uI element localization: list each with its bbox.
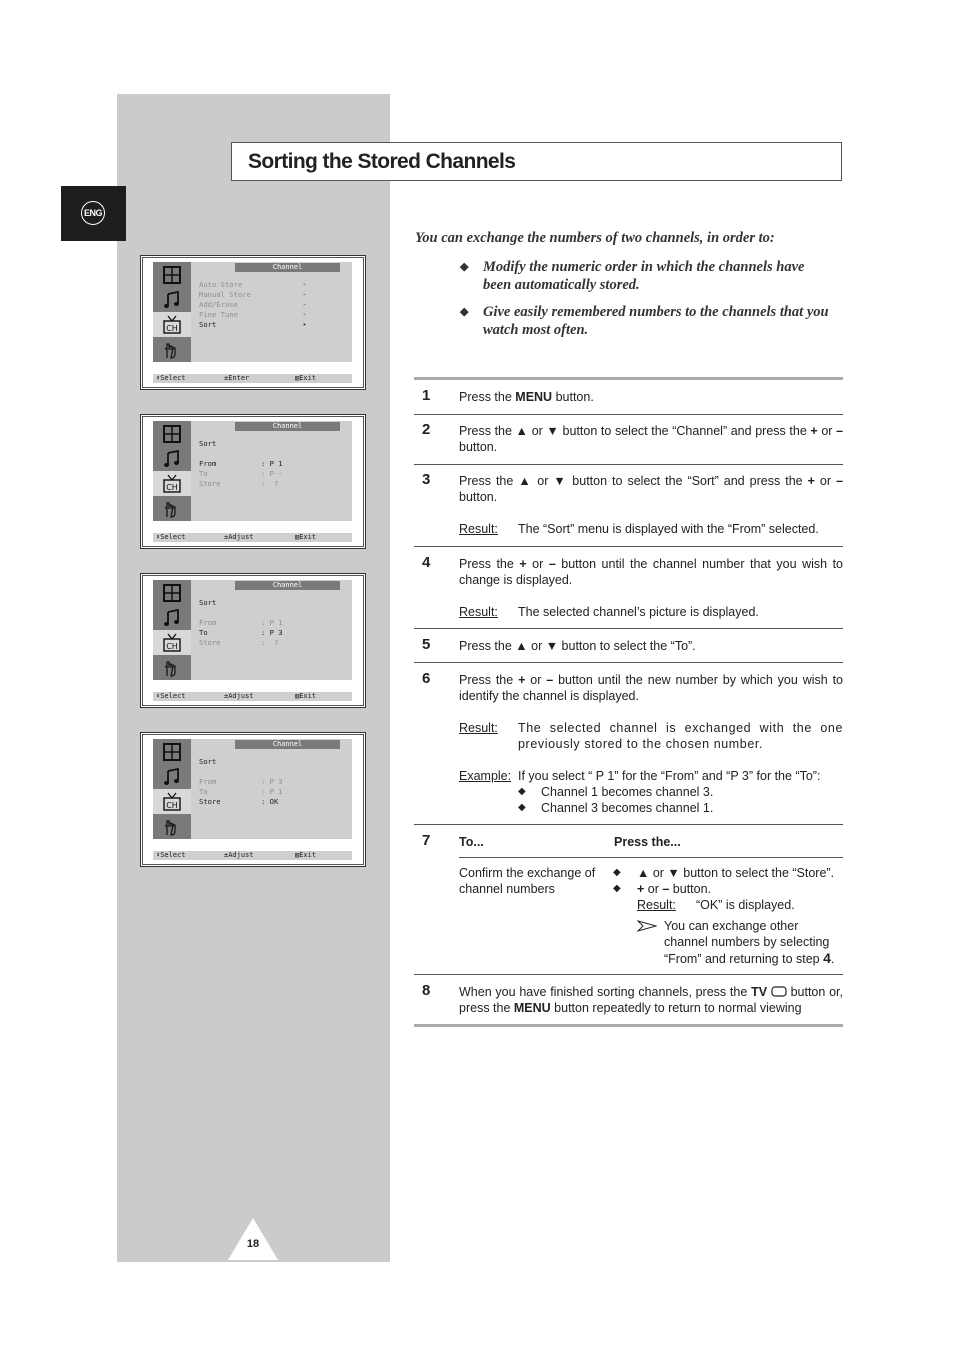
diamond-bullet-icon: ◆ [613,883,621,894]
intro-bullet: ◆ Modify the numeric order in which the channels have been automatically stored. [460,259,805,293]
svg-text:CH: CH [166,323,178,333]
intro-bullet: ◆ Give easily remembered numbers to the channels that you watch most often. [460,304,829,338]
tv-button-icon [771,986,787,997]
diamond-bullet-icon: ◆ [460,261,469,273]
step-number: 2 [422,421,431,438]
menu-header: Channel [235,581,340,590]
result-label: Result: [459,605,498,619]
menu-screen-2 [140,414,366,549]
step-4-text: Press the + or – button until the channel number that you wish to change is displayed. [459,557,844,587]
svg-text:CH: CH [166,641,178,651]
step-number: 5 [422,636,431,653]
menu-panel [191,580,352,680]
menu-item-fine-tune: Fine Tune ▸ [199,310,307,319]
step-number: 7 [422,832,431,849]
step-divider [414,414,843,415]
steps-bottom-rule [414,1024,843,1027]
menu-item-from: From : P 1 [199,618,283,627]
picture-icon [153,262,191,287]
menu-subtitle: Sort [199,598,217,607]
result-text: The “Sort” menu is displayed with the “From” selected. [518,522,819,536]
page-number: 18 [246,1238,260,1250]
sound-icon [153,764,191,789]
result-text: The selected channel is exchanged with the one previously stored to the chosen number. [518,721,843,751]
step-divider [414,824,843,825]
menu-item-manual-store: Manual Store ▸ [199,290,307,299]
sound-icon [153,287,191,312]
example-label: Example: [459,769,512,783]
menu-item-store: Store : ? [199,638,279,647]
menu-footer: ⬍Select ±Adjust ▥Exit [153,533,352,542]
step-1-text: Press the MENU button. [459,390,594,404]
svg-text:CH: CH [166,800,178,810]
picture-icon [153,421,191,446]
table-header-rule [459,857,843,858]
result-label: Result: [459,721,498,735]
step-divider [414,546,843,547]
channel-icon [153,630,191,655]
title-box [231,142,842,181]
channel-icon [153,471,191,496]
menu-header: Channel [235,263,340,272]
channel-icon [153,789,191,814]
result-label: Result: [637,898,676,912]
menu-screen-4 [140,732,366,867]
language-badge: ENG [81,201,105,225]
sound-icon [153,446,191,471]
menu-screen-1 [140,255,366,390]
note-text: You can exchange other channel numbers by selecting “From” and returning to step 4. [664,919,835,966]
svg-text:CH: CH [166,482,178,492]
menu-subtitle: Sort [199,439,217,448]
diamond-bullet-icon: ◆ [518,802,526,813]
menu-item-from: From : P 3 [199,777,283,786]
step-divider [414,662,843,663]
menu-footer: ⬍Select ±Adjust ▥Exit [153,851,352,860]
column-header-press: Press the... [614,835,681,849]
menu-icon-column [153,421,191,521]
example-text: If you select “ P 1” for the “From” and “P 3” for the “To”: [518,769,821,783]
menu-panel [191,262,352,362]
step-divider [414,464,843,465]
step-number: 6 [422,670,431,687]
action-text: Confirm the exchange of channel numbers [459,866,596,896]
menu-item-sort: Sort ▸ [199,320,307,329]
intro-text: You can exchange the numbers of two channels, in order to: [415,230,775,246]
steps-top-rule [414,377,843,380]
setup-hand-icon [153,337,191,362]
picture-icon [153,580,191,605]
step-number: 4 [422,554,431,571]
channel-icon [153,312,191,337]
step-2-text: Press the ▲ or ▼ button to select the “Channel” and press the + or – button. [459,424,844,454]
diamond-bullet-icon: ◆ [518,786,526,797]
press-item: + or – button. [637,882,712,896]
diamond-bullet-icon: ◆ [460,306,469,318]
menu-screen-3 [140,573,366,708]
column-header-to: To... [459,835,484,849]
menu-item-store: Store : OK [199,797,279,806]
menu-item-from: From : P 1 [199,459,283,468]
menu-item-store: Store : ? [199,479,279,488]
menu-icon-column [153,262,191,362]
example-item: Channel 1 becomes channel 3. [541,785,714,799]
menu-item-add-erase: Add/Erase ▸ [199,300,307,309]
setup-hand-icon [153,814,191,839]
menu-item-auto-store: Auto Store ▸ [199,280,307,289]
page-title: Sorting the Stored Channels [248,150,516,173]
language-tab [61,186,126,241]
menu-footer: ⬍Select ±Adjust ▥Exit [153,692,352,701]
menu-icon-column [153,739,191,839]
setup-hand-icon [153,655,191,680]
example-item: Channel 3 becomes channel 1. [541,801,714,815]
result-text: “OK” is displayed. [696,898,795,912]
menu-panel [191,739,352,839]
step-number: 1 [422,387,431,404]
step-number: 8 [422,982,431,999]
step-5-text: Press the ▲ or ▼ button to select the “To”. [459,639,696,653]
diamond-bullet-icon: ◆ [613,867,621,878]
menu-panel [191,421,352,521]
menu-subtitle: Sort [199,757,217,766]
step-number: 3 [422,471,431,488]
result-label: Result: [459,522,498,536]
picture-icon [153,739,191,764]
menu-item-to: To : P 1 [199,787,283,796]
menu-icon-column [153,580,191,680]
note-pointer-icon [637,920,657,932]
step-6-text: Press the + or – button until the new number by which you wish to identify the channel is displayed. [459,673,844,703]
menu-header: Channel [235,740,340,749]
step-3-text: Press the ▲ or ▼ button to select the “Sort” and press the + or – button. [459,474,844,504]
menu-footer: ⬍Select ±Enter ▥Exit [153,374,352,383]
step-divider [414,628,843,629]
step-divider [414,974,843,975]
setup-hand-icon [153,496,191,521]
menu-header: Channel [235,422,340,431]
sound-icon [153,605,191,630]
menu-item-to: To : P 3 [199,628,283,637]
step-8-text: When you have finished sorting channels, press the TV button or, press the MENU button repeatedly to return to normal viewing [459,985,843,1015]
result-text: The selected channel’s picture is displayed. [518,605,759,619]
press-item: ▲ or ▼ button to select the “Store”. [637,866,835,880]
menu-item-to: To : P-- [199,469,283,478]
